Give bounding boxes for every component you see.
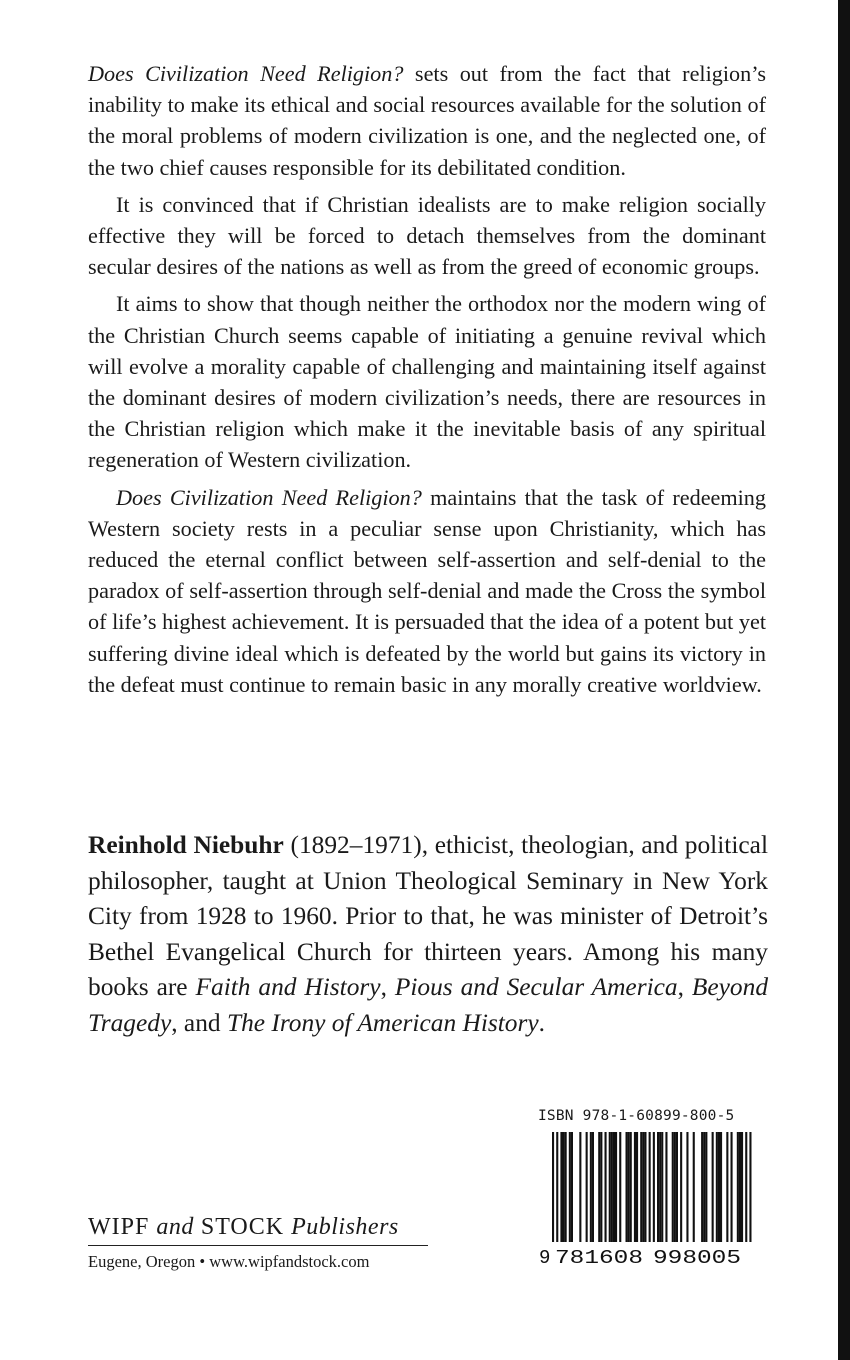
blurb-text: sets out from the fact that religion’s inability to make its ethical and social resources available for the solution of the moral problems of modern civilization is one, and the neglected one, of the two chief causes responsible for its debilitated condition. — [88, 61, 766, 180]
barcode-bar — [590, 1132, 592, 1242]
barcode-bar — [615, 1132, 617, 1242]
spine-edge-bar — [838, 0, 850, 1360]
book-title: Beyond Tragedy — [88, 973, 769, 1037]
barcode-bar — [611, 1132, 613, 1242]
barcode-bar — [569, 1132, 571, 1242]
barcode-bar — [661, 1132, 663, 1242]
barcode-bar — [712, 1132, 714, 1242]
publisher-name-part: Publishers — [291, 1214, 399, 1240]
publisher-name-part: WIPF — [88, 1214, 157, 1240]
blurb-paragraph-1 — [88, 58, 766, 183]
book-title: The Irony of American History — [226, 1008, 539, 1037]
barcode-guard-bar — [745, 1132, 747, 1260]
barcode-bar — [600, 1132, 602, 1242]
barcode-bar — [613, 1132, 615, 1242]
barcode-bar — [563, 1132, 565, 1242]
barcode-guard-bar — [653, 1132, 655, 1260]
publisher-name — [88, 1214, 428, 1246]
barcode-bar — [703, 1132, 705, 1242]
barcode-bar — [741, 1132, 743, 1242]
bio-separator: , — [677, 973, 692, 1002]
barcode-bar — [693, 1132, 695, 1242]
barcode-bar — [626, 1132, 628, 1242]
barcode-digits-right: 998005 — [653, 1247, 741, 1266]
barcode-bar — [592, 1132, 594, 1242]
barcode-bar — [720, 1132, 722, 1242]
barcode-bar — [739, 1132, 741, 1242]
barcode-graphic — [538, 1132, 764, 1266]
barcode-guard-bar — [749, 1132, 751, 1260]
barcode-bar — [680, 1132, 682, 1242]
bio-separator: , and — [171, 1008, 227, 1037]
isbn-barcode — [538, 1108, 764, 1266]
barcode-bar — [705, 1132, 707, 1242]
barcode-bar — [726, 1132, 728, 1242]
barcode-bar — [565, 1132, 567, 1242]
barcode-guard-bar — [649, 1132, 651, 1260]
barcode-bar — [628, 1132, 630, 1242]
isbn-label: ISBN 978-1-60899-800-5 — [538, 1108, 735, 1124]
barcode-bar — [619, 1132, 621, 1242]
barcode-bar — [731, 1132, 733, 1242]
bio-end: . — [538, 1008, 546, 1037]
blurb-paragraph-3: It aims to show that though neither the orthodox nor the modern wing of the Christian Church seems capable of initiating a genuine revival which will evolve a morality capable of challenging and maintaining itself against the dominant desires of modern civilization’s needs, there are resources in the Christian religion which make it the inevitable basis of any spiritual regeneration of Western civilization. — [88, 291, 766, 473]
barcode-digits-left: 781608 — [555, 1247, 643, 1266]
barcode-bar — [674, 1132, 676, 1242]
barcode-digit-lead: 9 — [539, 1247, 551, 1266]
barcode-bar — [586, 1132, 588, 1242]
barcode-bar — [665, 1132, 667, 1242]
barcode-bar — [737, 1132, 739, 1242]
barcode-bar — [676, 1132, 678, 1242]
book-blurb — [88, 58, 766, 706]
blurb-paragraph-4 — [88, 482, 766, 700]
barcode-bar — [630, 1132, 632, 1242]
bio-paragraph — [88, 828, 768, 1042]
book-title: Does Civilization Need Religion? — [116, 484, 422, 510]
bio-separator: , — [380, 973, 395, 1002]
barcode-bar — [605, 1132, 607, 1242]
barcode-bar — [636, 1132, 638, 1242]
blurb-text: maintains that the task of redeeming Western society rests in a peculiar sense upon Christianity, which has reduced the eternal conflict between self-assertion and self-denial to the paradox of self-assertion through self-denial and made the Cross the symbol of life’s highest achievement. It is persuaded that the idea of a potent but yet suffering divine ideal which is defeated by the world but gains its victory in the defeat must continue to remain basic in any morally creative worldview. — [88, 484, 766, 697]
barcode-bar — [657, 1132, 659, 1242]
barcode-bar — [571, 1132, 573, 1242]
barcode-guard-bar — [552, 1132, 554, 1260]
author-bio — [88, 828, 768, 1042]
barcode-bar — [642, 1132, 644, 1242]
barcode-bar — [672, 1132, 674, 1242]
barcode-bar — [701, 1132, 703, 1242]
barcode-bar — [659, 1132, 661, 1242]
barcode-bar — [560, 1132, 562, 1242]
barcode-bar — [716, 1132, 718, 1242]
blurb-paragraph-2: It is convinced that if Christian idealists are to make religion socially effective they will be forced to detach themselves from the dominant secular desires of the nations as well as from the greed of economic groups. — [88, 191, 766, 280]
barcode-bar — [686, 1132, 688, 1242]
publisher-imprint — [88, 1214, 428, 1272]
book-title: Pious and Secular America — [394, 973, 678, 1002]
barcode-bar — [579, 1132, 581, 1242]
author-name: Reinhold Niebuhr — [88, 831, 284, 859]
barcode-bar — [718, 1132, 720, 1242]
book-title: Faith and History — [195, 973, 381, 1002]
publisher-name-part: STOCK — [193, 1214, 292, 1240]
barcode-bar — [640, 1132, 642, 1242]
book-title: Does Civilization Need Religion? — [88, 61, 404, 86]
barcode-bar — [634, 1132, 636, 1242]
barcode-bar — [609, 1132, 611, 1242]
publisher-location: Eugene, Oregon • www.wipfandstock.com — [88, 1252, 370, 1271]
publisher-name-part: and — [156, 1214, 194, 1240]
barcode-bar — [644, 1132, 646, 1242]
barcode-bar — [598, 1132, 600, 1242]
bio-text: (1892–1971), ethicist, theologian, and political philosopher, taught at Union Theological Seminary in New York City from 1928 to 1960. Prior to that, he was minister of Detroit’s Bethel Evangelical Church for thirteen years. Among his many books are — [88, 831, 768, 1002]
barcode-guard-bar — [556, 1132, 558, 1260]
